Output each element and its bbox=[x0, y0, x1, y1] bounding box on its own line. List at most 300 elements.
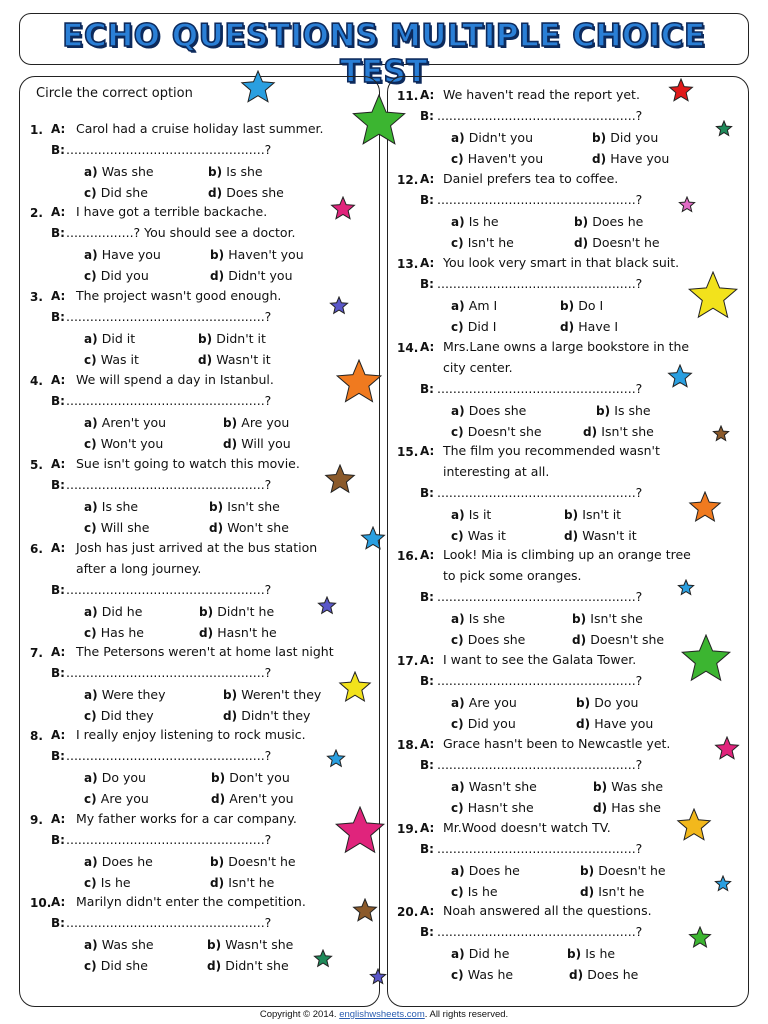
a-label: A: bbox=[420, 88, 435, 102]
answer-option[interactable] bbox=[451, 235, 514, 250]
answer-option[interactable] bbox=[451, 695, 517, 710]
option-text: Hasn't he bbox=[217, 625, 277, 640]
a-label: A: bbox=[420, 256, 435, 270]
option-text: Isn't she bbox=[227, 499, 280, 514]
answer-option[interactable] bbox=[593, 800, 661, 815]
answer-option[interactable] bbox=[451, 298, 497, 313]
question-number: 13. bbox=[397, 257, 419, 271]
option-letter: c) bbox=[84, 269, 101, 283]
title-box bbox=[19, 13, 749, 90]
answer-option[interactable] bbox=[84, 625, 144, 640]
question-prompt: We will spend a day in Istanbul. bbox=[76, 372, 274, 387]
option-letter: a) bbox=[84, 771, 102, 785]
star-icon bbox=[329, 296, 349, 316]
question-prompt: My father works for a car company. bbox=[76, 811, 297, 826]
option-letter: a) bbox=[84, 855, 102, 869]
option-text: Is it bbox=[468, 507, 492, 522]
answer-blank: ..................................................? bbox=[66, 142, 272, 157]
answer-blank: ..................................................? bbox=[66, 915, 272, 930]
a-label: A: bbox=[51, 122, 66, 136]
option-letter: b) bbox=[211, 771, 230, 785]
option-letter: d) bbox=[592, 152, 611, 166]
option-text: Have you bbox=[594, 716, 654, 731]
a-label: A: bbox=[51, 289, 66, 303]
answer-option[interactable] bbox=[574, 235, 660, 250]
option-letter: d) bbox=[576, 717, 595, 731]
option-text: Wasn't she bbox=[225, 937, 294, 952]
option-text: Haven't you bbox=[228, 247, 304, 262]
answer-option[interactable] bbox=[84, 875, 131, 890]
answer-blank: ..................................................? bbox=[66, 832, 272, 847]
a-label: A: bbox=[51, 457, 66, 471]
answer-option[interactable] bbox=[84, 708, 154, 723]
star-icon bbox=[313, 949, 333, 969]
question-prompt: Daniel prefers tea to coffee. bbox=[443, 171, 619, 186]
answer-option[interactable] bbox=[580, 863, 666, 878]
answer-option[interactable] bbox=[210, 247, 304, 262]
option-text: Doesn't he bbox=[228, 854, 296, 869]
answer-option[interactable] bbox=[567, 946, 615, 961]
b-label: B: bbox=[420, 758, 434, 772]
question-prompt: The Petersons weren't at home last night bbox=[76, 644, 334, 659]
star-icon bbox=[677, 579, 695, 597]
option-text: Do you bbox=[101, 770, 146, 785]
answer-option[interactable] bbox=[223, 708, 310, 723]
question-prompt: Look! Mia is climbing up an orange tree bbox=[443, 547, 691, 562]
answer-blank: ..................................................? bbox=[66, 477, 272, 492]
question-prompt: The film you recommended wasn't bbox=[443, 443, 660, 458]
b-label: B: bbox=[51, 310, 65, 324]
option-letter: a) bbox=[451, 864, 469, 878]
answer-blank: ..................................................? bbox=[66, 309, 272, 324]
answer-option[interactable] bbox=[451, 779, 537, 794]
option-text: Did you bbox=[100, 268, 149, 283]
question-prompt: Mrs.Lane owns a large bookstore in the bbox=[443, 339, 690, 354]
footer-suffix: . All rights reserved. bbox=[424, 1009, 509, 1020]
option-text: Has she bbox=[611, 800, 661, 815]
answer-option[interactable] bbox=[84, 268, 149, 283]
answer-option[interactable] bbox=[84, 958, 148, 973]
a-label: A: bbox=[420, 653, 435, 667]
answer-option[interactable] bbox=[451, 946, 509, 961]
question-number: 9. bbox=[30, 813, 43, 827]
star-icon bbox=[317, 596, 337, 616]
option-text: Did it bbox=[101, 331, 136, 346]
answer-option[interactable] bbox=[564, 507, 621, 522]
option-text: Didn't they bbox=[241, 708, 311, 723]
option-letter: b) bbox=[567, 947, 586, 961]
option-text: Did he bbox=[101, 604, 143, 619]
question-prompt: city center. bbox=[443, 360, 513, 375]
option-text: Is he bbox=[100, 875, 131, 890]
a-label: A: bbox=[51, 645, 66, 659]
option-letter: b) bbox=[576, 696, 595, 710]
answer-option[interactable] bbox=[199, 604, 274, 619]
question-number: 12. bbox=[397, 173, 419, 187]
option-letter: d) bbox=[198, 353, 217, 367]
option-letter: a) bbox=[84, 165, 102, 179]
answer-option[interactable] bbox=[223, 415, 289, 430]
answer-option[interactable] bbox=[593, 779, 663, 794]
b-label: B: bbox=[420, 925, 434, 939]
answer-option[interactable] bbox=[211, 770, 290, 785]
answer-option[interactable] bbox=[592, 130, 658, 145]
option-letter: a) bbox=[451, 696, 469, 710]
option-letter: c) bbox=[451, 717, 468, 731]
option-letter: b) bbox=[596, 404, 615, 418]
answer-blank: ..................................................? bbox=[437, 673, 643, 688]
star-icon bbox=[352, 898, 378, 924]
option-text: Won't you bbox=[100, 436, 164, 451]
star-icon bbox=[676, 808, 712, 844]
answer-option[interactable] bbox=[451, 130, 533, 145]
answer-option[interactable] bbox=[84, 770, 146, 785]
option-letter: a) bbox=[84, 688, 102, 702]
option-text: Weren't they bbox=[241, 687, 322, 702]
question-number: 8. bbox=[30, 729, 43, 743]
option-text: Isn't she bbox=[590, 611, 643, 626]
option-text: Didn't you bbox=[468, 130, 533, 145]
answer-blank: ..................................................? bbox=[66, 582, 272, 597]
b-label: B: bbox=[51, 583, 65, 597]
option-text: Was it bbox=[467, 528, 506, 543]
option-text: Was he bbox=[467, 967, 514, 982]
answer-option[interactable] bbox=[596, 403, 651, 418]
answer-blank: ..................................................? bbox=[437, 757, 643, 772]
star-icon bbox=[338, 671, 372, 705]
option-letter: c) bbox=[84, 792, 101, 806]
answer-option[interactable] bbox=[84, 520, 149, 535]
answer-option[interactable] bbox=[84, 854, 153, 869]
option-text: Does he bbox=[101, 854, 153, 869]
option-letter: a) bbox=[84, 248, 102, 262]
question-prompt: We haven't read the report yet. bbox=[443, 87, 640, 102]
answer-option[interactable] bbox=[84, 352, 139, 367]
option-text: Did he bbox=[468, 946, 510, 961]
option-letter: a) bbox=[84, 938, 102, 952]
b-label: B: bbox=[51, 394, 65, 408]
question-number: 18. bbox=[397, 738, 419, 752]
answer-option[interactable] bbox=[451, 800, 534, 815]
b-label: B: bbox=[420, 382, 434, 396]
answer-option[interactable] bbox=[451, 319, 496, 334]
option-letter: d) bbox=[583, 425, 602, 439]
answer-blank: ..................................................? bbox=[437, 924, 643, 939]
option-text: Didn't he bbox=[217, 604, 275, 619]
option-letter: d) bbox=[209, 521, 228, 535]
star-icon bbox=[330, 196, 356, 222]
option-letter: b) bbox=[210, 248, 229, 262]
b-label: B: bbox=[51, 916, 65, 930]
a-label: A: bbox=[420, 444, 435, 458]
option-text: Isn't she bbox=[601, 424, 654, 439]
star-icon bbox=[351, 94, 407, 150]
option-letter: d) bbox=[207, 959, 226, 973]
b-label: B: bbox=[420, 277, 434, 291]
answer-option[interactable] bbox=[451, 863, 520, 878]
question-number: 11. bbox=[397, 89, 419, 103]
option-text: Is she bbox=[468, 611, 506, 626]
answer-option[interactable] bbox=[84, 247, 161, 262]
answer-option[interactable] bbox=[451, 151, 543, 166]
question-number: 10. bbox=[30, 896, 52, 910]
answer-option[interactable] bbox=[569, 967, 638, 982]
answer-option[interactable] bbox=[576, 716, 653, 731]
answer-option[interactable] bbox=[451, 716, 516, 731]
option-text: Haven't you bbox=[467, 151, 544, 166]
answer-option[interactable] bbox=[84, 164, 154, 179]
star-icon bbox=[714, 875, 732, 893]
answer-blank: ..................................................? bbox=[437, 589, 643, 604]
question-prompt: I really enjoy listening to rock music. bbox=[76, 727, 306, 742]
option-text: Wasn't it bbox=[216, 352, 271, 367]
option-text: Have you bbox=[610, 151, 670, 166]
option-letter: a) bbox=[451, 947, 469, 961]
answer-option[interactable] bbox=[572, 611, 643, 626]
star-icon bbox=[668, 78, 694, 104]
question-prompt: after a long journey. bbox=[76, 561, 202, 576]
answer-option[interactable] bbox=[451, 967, 513, 982]
question-number: 1. bbox=[30, 123, 43, 137]
option-text: Does she bbox=[467, 632, 526, 647]
answer-option[interactable] bbox=[207, 958, 289, 973]
option-text: Were they bbox=[101, 687, 166, 702]
answer-option[interactable] bbox=[451, 884, 498, 899]
answer-option[interactable] bbox=[84, 937, 154, 952]
b-label: B: bbox=[51, 143, 65, 157]
answer-option[interactable] bbox=[210, 875, 274, 890]
option-letter: b) bbox=[572, 612, 591, 626]
answer-option[interactable] bbox=[451, 507, 491, 522]
question-prompt: Grace hasn't been to Newcastle yet. bbox=[443, 736, 671, 751]
answer-option[interactable] bbox=[560, 319, 618, 334]
question-prompt: Sue isn't going to watch this movie. bbox=[76, 456, 300, 471]
star-icon bbox=[715, 120, 733, 138]
option-text: Was she bbox=[101, 164, 154, 179]
answer-blank: ..................................................? bbox=[437, 192, 643, 207]
answer-option[interactable] bbox=[208, 164, 263, 179]
question-number: 5. bbox=[30, 458, 43, 472]
answer-option[interactable] bbox=[210, 268, 293, 283]
b-label: B: bbox=[420, 842, 434, 856]
question-prompt: The project wasn't good enough. bbox=[76, 288, 282, 303]
answer-option[interactable] bbox=[84, 185, 148, 200]
instruction: Circle the correct option bbox=[36, 86, 193, 101]
answer-option[interactable] bbox=[208, 185, 284, 200]
a-label: A: bbox=[420, 340, 435, 354]
option-letter: a) bbox=[84, 332, 102, 346]
question-prompt: Josh has just arrived at the bus station bbox=[76, 540, 318, 555]
option-text: Did you bbox=[610, 130, 659, 145]
star-icon bbox=[324, 464, 356, 496]
answer-option[interactable] bbox=[576, 695, 638, 710]
option-text: Aren't you bbox=[101, 415, 167, 430]
option-letter: d) bbox=[569, 968, 588, 982]
answer-option[interactable] bbox=[451, 528, 506, 543]
option-letter: d) bbox=[210, 269, 229, 283]
answer-option[interactable] bbox=[580, 884, 644, 899]
option-text: Does he bbox=[468, 863, 520, 878]
option-text: Is he bbox=[468, 214, 499, 229]
option-letter: c) bbox=[451, 885, 468, 899]
option-letter: b) bbox=[564, 508, 583, 522]
option-letter: b) bbox=[223, 416, 242, 430]
option-text: Is she bbox=[226, 164, 263, 179]
star-icon bbox=[326, 749, 346, 769]
option-letter: c) bbox=[84, 876, 101, 890]
answer-option[interactable] bbox=[84, 687, 166, 702]
star-icon bbox=[678, 196, 696, 214]
answer-option[interactable] bbox=[211, 791, 294, 806]
option-text: Have you bbox=[101, 247, 161, 262]
option-letter: b) bbox=[580, 864, 599, 878]
answer-option[interactable] bbox=[223, 436, 291, 451]
b-label: B: bbox=[51, 478, 65, 492]
question-prompt: I want to see the Galata Tower. bbox=[443, 652, 637, 667]
a-label: A: bbox=[420, 172, 435, 186]
option-text: Isn't he bbox=[467, 235, 514, 250]
option-letter: d) bbox=[593, 801, 612, 815]
option-letter: d) bbox=[199, 626, 218, 640]
option-letter: c) bbox=[84, 709, 101, 723]
star-icon bbox=[240, 70, 276, 106]
option-letter: a) bbox=[451, 131, 469, 145]
answer-blank: ..................................................? bbox=[437, 485, 643, 500]
answer-option[interactable] bbox=[199, 625, 277, 640]
answer-option[interactable] bbox=[451, 424, 542, 439]
option-text: Has he bbox=[100, 625, 144, 640]
question-number: 4. bbox=[30, 374, 43, 388]
question-number: 7. bbox=[30, 646, 43, 660]
a-label: A: bbox=[51, 728, 66, 742]
question-number: 6. bbox=[30, 542, 43, 556]
option-text: Don't you bbox=[229, 770, 290, 785]
option-letter: c) bbox=[451, 529, 468, 543]
option-letter: c) bbox=[84, 353, 101, 367]
question-number: 2. bbox=[30, 206, 43, 220]
answer-option[interactable] bbox=[207, 937, 293, 952]
option-text: Is she bbox=[614, 403, 651, 418]
option-letter: d) bbox=[560, 320, 579, 334]
star-icon bbox=[687, 271, 739, 323]
star-icon bbox=[335, 359, 383, 407]
b-label: B: bbox=[51, 749, 65, 763]
option-letter: c) bbox=[84, 186, 101, 200]
option-text: Doesn't she bbox=[467, 424, 542, 439]
answer-option[interactable] bbox=[451, 632, 525, 647]
star-icon bbox=[714, 736, 740, 762]
answer-option[interactable] bbox=[560, 298, 603, 313]
answer-option[interactable] bbox=[84, 791, 149, 806]
question-prompt: Carol had a cruise holiday last summer. bbox=[76, 121, 324, 136]
option-text: Was she bbox=[611, 779, 664, 794]
option-text: Was she bbox=[101, 937, 154, 952]
answer-option[interactable] bbox=[592, 151, 669, 166]
option-letter: b) bbox=[208, 165, 227, 179]
answer-option[interactable] bbox=[572, 632, 664, 647]
footer-link[interactable]: englishwsheets.com bbox=[339, 1009, 425, 1020]
question-prompt: Noah answered all the questions. bbox=[443, 903, 652, 918]
option-letter: b) bbox=[223, 688, 242, 702]
footer bbox=[0, 1009, 768, 1020]
option-letter: a) bbox=[451, 612, 469, 626]
option-text: Do you bbox=[594, 695, 639, 710]
option-letter: a) bbox=[451, 299, 469, 313]
a-label: A: bbox=[420, 821, 435, 835]
answer-option[interactable] bbox=[209, 520, 289, 535]
question-prompt: Mr.Wood doesn't watch TV. bbox=[443, 820, 611, 835]
answer-option[interactable] bbox=[209, 499, 280, 514]
option-letter: c) bbox=[84, 959, 101, 973]
answer-option[interactable] bbox=[564, 528, 637, 543]
option-letter: b) bbox=[210, 855, 229, 869]
option-text: Won't she bbox=[227, 520, 289, 535]
option-letter: a) bbox=[84, 500, 102, 514]
answer-option[interactable] bbox=[574, 214, 643, 229]
option-text: Wasn't it bbox=[582, 528, 637, 543]
a-label: A: bbox=[420, 548, 435, 562]
answer-option[interactable] bbox=[198, 331, 266, 346]
answer-option[interactable] bbox=[210, 854, 296, 869]
answer-option[interactable] bbox=[223, 687, 321, 702]
option-letter: b) bbox=[560, 299, 579, 313]
option-text: Does he bbox=[592, 214, 644, 229]
answer-blank: ..................................................? bbox=[66, 665, 272, 680]
option-text: Hasn't she bbox=[467, 800, 534, 815]
option-letter: b) bbox=[574, 215, 593, 229]
option-letter: d) bbox=[564, 529, 583, 543]
option-text: Doesn't he bbox=[592, 235, 660, 250]
answer-blank: ..................................................? bbox=[437, 108, 643, 123]
option-letter: a) bbox=[84, 416, 102, 430]
b-label: B: bbox=[420, 486, 434, 500]
option-letter: d) bbox=[208, 186, 227, 200]
b-label: B: bbox=[51, 833, 65, 847]
b-label: B: bbox=[51, 666, 65, 680]
option-text: Is he bbox=[467, 884, 498, 899]
option-letter: c) bbox=[451, 425, 468, 439]
answer-option[interactable] bbox=[583, 424, 654, 439]
option-letter: b) bbox=[593, 780, 612, 794]
answer-option[interactable] bbox=[198, 352, 271, 367]
answer-option[interactable] bbox=[84, 499, 138, 514]
answer-option[interactable] bbox=[84, 415, 166, 430]
option-text: Didn't it bbox=[216, 331, 266, 346]
option-text: Did she bbox=[100, 185, 148, 200]
option-letter: c) bbox=[451, 320, 468, 334]
answer-option[interactable] bbox=[84, 331, 135, 346]
option-text: Doesn't he bbox=[598, 863, 666, 878]
answer-option[interactable] bbox=[451, 403, 526, 418]
answer-option[interactable] bbox=[451, 611, 505, 626]
b-label: B: bbox=[420, 109, 434, 123]
option-text: Do I bbox=[578, 298, 604, 313]
a-label: A: bbox=[420, 904, 435, 918]
option-letter: c) bbox=[451, 633, 468, 647]
option-text: Isn't it bbox=[582, 507, 622, 522]
answer-option[interactable] bbox=[84, 604, 142, 619]
option-text: Are you bbox=[100, 791, 149, 806]
option-letter: d) bbox=[223, 437, 242, 451]
star-icon bbox=[712, 425, 730, 443]
answer-option[interactable] bbox=[451, 214, 499, 229]
answer-blank: ..................................................? bbox=[437, 381, 643, 396]
option-letter: c) bbox=[84, 437, 101, 451]
option-text: Isn't he bbox=[228, 875, 275, 890]
answer-blank: ..................................................? bbox=[66, 393, 272, 408]
answer-option[interactable] bbox=[84, 436, 163, 451]
question-prompt: Marilyn didn't enter the competition. bbox=[76, 894, 306, 909]
